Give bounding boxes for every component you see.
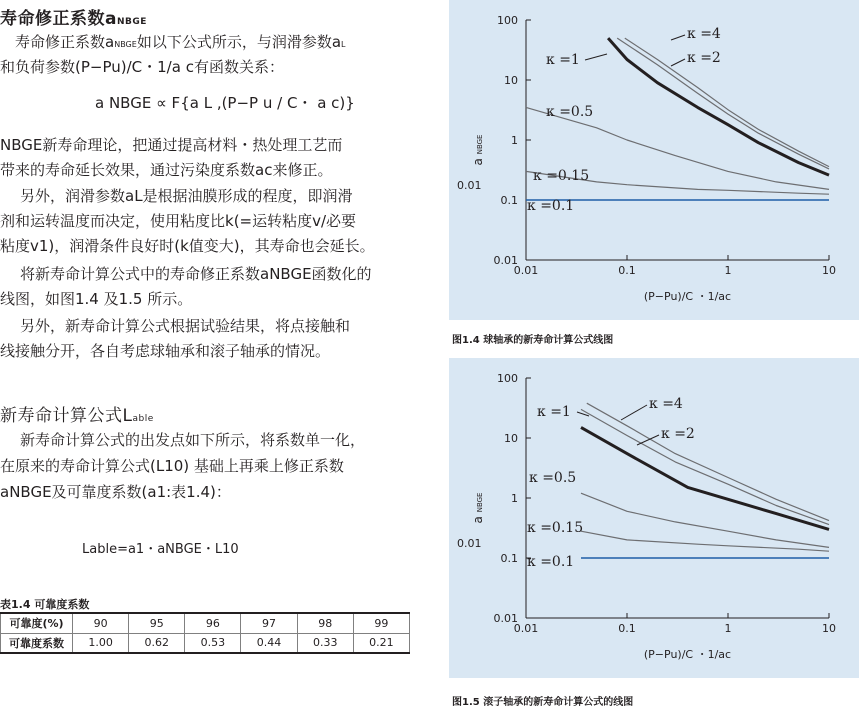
paragraph-6-line-3: aNBGE及可靠度系数(a1:表1.4)：	[0, 483, 231, 501]
paragraph-3-line-3: 粘度v1)，润滑条件良好时(k值变大)，其寿命也会延长。	[0, 237, 375, 255]
paragraph-4-line-2: 线图，如图1.4 及1.5 所示。	[0, 290, 193, 308]
chart-ball-bearing	[449, 0, 859, 320]
series-line	[625, 38, 829, 167]
chart-caption-1: 图1.4 球轴承的新寿命计算公式线图	[452, 335, 614, 346]
paragraph-5: 另外，新寿命计算公式根据试验结果，将点接触和	[20, 317, 351, 335]
extra-y-label: 0.01	[457, 537, 482, 550]
series-label-leader	[621, 405, 647, 420]
y-tick-label: 100	[497, 14, 518, 27]
chart-roller-bearing	[449, 358, 859, 678]
series-label: κ =0.15	[533, 168, 590, 184]
formula-nbge: a NBGE ∝ F{a L ,(P−P u / C・ a c)}	[95, 94, 355, 112]
x-tick-label: 0.1	[618, 622, 636, 635]
paragraph-3: 另外，润滑参数aL是根据油膜形成的程度，即润滑	[20, 187, 353, 205]
paragraph-6: 新寿命计算公式的出发点如下所示，将系数单一化，	[20, 431, 366, 449]
series-label: κ =1	[546, 52, 580, 68]
y-tick-label: 10	[504, 74, 518, 87]
chart-caption-2: 图1.5 滚子轴承的新寿命计算公式的线图	[452, 697, 634, 706]
x-axis-label: (P−Pu)/C ・1/ac	[643, 290, 732, 303]
y-tick-label: 1	[511, 492, 518, 505]
reliability-table	[0, 612, 410, 654]
paragraph-4: 将新寿命计算公式中的寿命修正系数aNBGE函数化的	[20, 265, 372, 283]
series-label-leader	[671, 59, 685, 66]
table-cell: 0.44	[241, 633, 297, 653]
paragraph-2: NBGE新寿命理论，把通过提高材料・热处理工艺而	[0, 136, 343, 154]
y-tick-label: 10	[504, 432, 518, 445]
series-label: κ =0.5	[529, 470, 577, 486]
y-tick-label: 1	[511, 134, 518, 147]
series-label: κ =4	[649, 396, 683, 412]
series-label-leader	[637, 435, 659, 445]
series-line	[581, 531, 829, 551]
y-axis-label: a NBGE	[471, 134, 485, 166]
chart-panel-1	[449, 0, 859, 320]
paragraph-5-line-2: 线接触分开，各自考虑球轴承和滚子轴承的情况。	[0, 342, 331, 360]
series-line	[617, 38, 829, 169]
x-tick-label: 0.01	[513, 264, 539, 277]
extra-y-label: 0.01	[457, 179, 482, 192]
y-tick-label: 0.01	[493, 254, 518, 267]
table-title: 表1.4 可靠度系数	[0, 598, 90, 611]
series-line	[587, 403, 829, 520]
series-label: κ =0.15	[527, 520, 584, 536]
y-tick-label: 100	[497, 372, 518, 385]
y-tick-label: 0.01	[493, 612, 518, 625]
x-axis-label: (P−Pu)/C ・1/ac	[643, 648, 732, 661]
table-cell: 可靠度系数	[1, 633, 73, 653]
x-tick-label: 1	[724, 622, 732, 635]
paragraph-1: 寿命修正系数aNBGE如以下公式所示，与润滑参数aL	[15, 33, 346, 51]
table-cell: 1.00	[73, 633, 129, 653]
y-tick-label: 0.1	[500, 552, 518, 565]
y-tick-label: 0.1	[500, 194, 518, 207]
series-label: κ =2	[687, 50, 721, 66]
table-cell: 0.53	[185, 633, 241, 653]
table-row	[1, 633, 410, 653]
y-axis-label: a NBGE	[471, 492, 485, 524]
table-cell: 0.21	[353, 633, 409, 653]
paragraph-6-line-2: 在原来的寿命计算公式(L10) 基础上再乘上修正系数	[0, 457, 344, 475]
table-cell: 0.62	[129, 633, 185, 653]
table-cell: 可靠度(%)	[1, 613, 73, 633]
series-label: κ =1	[537, 404, 571, 420]
table-row	[1, 613, 410, 633]
series-label-leader	[671, 35, 685, 40]
section-title-life-factor: 寿命修正系数aNBGE	[0, 9, 147, 29]
table-cell: 96	[185, 613, 241, 633]
series-label: κ =0.1	[527, 554, 575, 570]
table-cell: 98	[297, 613, 353, 633]
table-cell: 90	[73, 613, 129, 633]
x-tick-label: 0.1	[618, 264, 636, 277]
series-line	[581, 493, 829, 547]
x-tick-label: 1	[724, 264, 732, 277]
formula-lable: Lable=a1・aNBGE・L10	[82, 542, 239, 557]
section-title-new-life-formula: 新寿命计算公式Lable	[0, 406, 154, 426]
series-label: κ =2	[661, 426, 695, 442]
table-cell: 0.33	[297, 633, 353, 653]
table-cell: 97	[241, 613, 297, 633]
x-tick-label: 10	[822, 264, 836, 277]
series-label-leader	[585, 54, 607, 60]
series-label: κ =0.5	[546, 104, 594, 120]
series-line	[581, 427, 829, 529]
series-label: κ =0.1	[527, 198, 575, 214]
table-cell: 95	[129, 613, 185, 633]
x-tick-label: 10	[822, 622, 836, 635]
paragraph-3-line-2: 剂和运转温度而决定，使用粘度比k(=运转粘度v/必要	[0, 212, 357, 230]
chart-panel-2	[449, 358, 859, 678]
paragraph-2-line-2: 带来的寿命延长效果，通过污染度系数ac来修正。	[0, 161, 333, 179]
series-label: κ =4	[687, 26, 721, 42]
table-cell: 99	[353, 613, 409, 633]
x-tick-label: 0.01	[513, 622, 539, 635]
paragraph-1-line-2: 和负荷参数(P−Pu)/C・1/a c有函数关系：	[0, 58, 284, 76]
